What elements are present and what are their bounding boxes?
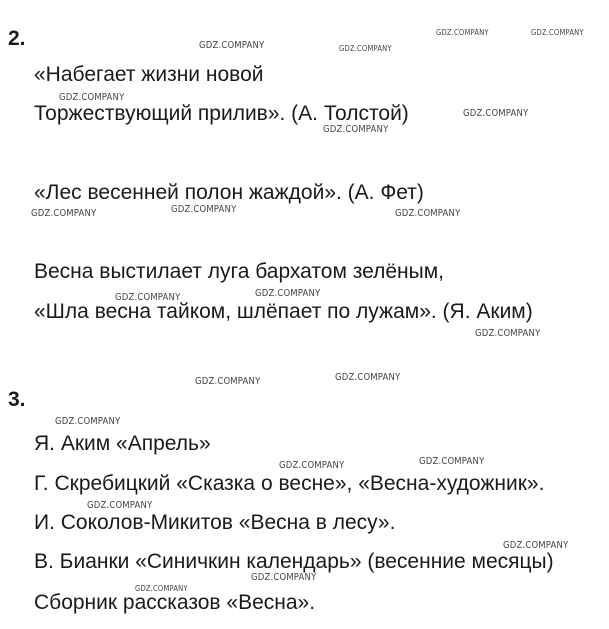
task3-line-3: И. Соколов-Микитов «Весна в лесу». bbox=[34, 511, 396, 534]
watermark: GDZ.COMPANY bbox=[171, 204, 237, 215]
watermark: GDZ.COMPANY bbox=[436, 28, 489, 37]
watermark: GDZ.COMPANY bbox=[503, 540, 569, 551]
task2-line-1: «Набегает жизни новой bbox=[34, 63, 264, 86]
watermark: GDZ.COMPANY bbox=[31, 208, 97, 219]
watermark: GDZ.COMPANY bbox=[255, 288, 321, 299]
task-number-3: 3. bbox=[8, 388, 26, 411]
task3-line-1: Я. Аким «Апрель» bbox=[34, 432, 211, 455]
watermark: GDZ.COMPANY bbox=[115, 292, 181, 303]
watermark: GDZ.COMPANY bbox=[531, 28, 584, 37]
watermark: GDZ.COMPANY bbox=[419, 456, 485, 467]
task-number-2: 2. bbox=[8, 27, 26, 50]
watermark: GDZ.COMPANY bbox=[251, 572, 317, 583]
watermark: GDZ.COMPANY bbox=[55, 416, 121, 427]
watermark: GDZ.COMPANY bbox=[59, 92, 125, 103]
watermark: GDZ.COMPANY bbox=[395, 208, 461, 219]
watermark: GDZ.COMPANY bbox=[323, 124, 389, 135]
task3-line-4: В. Бианки «Синичкин календарь» (весенние месяцы) bbox=[34, 550, 554, 573]
watermark: GDZ.COMPANY bbox=[463, 108, 529, 119]
watermark: GDZ.COMPANY bbox=[335, 372, 401, 383]
watermark: GDZ.COMPANY bbox=[195, 376, 261, 387]
watermark: GDZ.COMPANY bbox=[135, 584, 188, 593]
watermark: GDZ.COMPANY bbox=[475, 328, 541, 339]
watermark: GDZ.COMPANY bbox=[199, 40, 265, 51]
watermark: GDZ.COMPANY bbox=[279, 460, 345, 471]
watermark: GDZ.COMPANY bbox=[339, 44, 392, 53]
task2-line-5: «Шла весна тайком, шлёпает по лужам». (Я. Аким) bbox=[34, 300, 533, 323]
task3-line-2: Г. Скребицкий «Сказка о весне», «Весна-художник». bbox=[34, 472, 545, 495]
task2-line-4: Весна выстилает луга бархатом зелёным, bbox=[34, 260, 444, 283]
task3-line-5: Сборник рассказов «Весна». bbox=[34, 591, 316, 614]
task2-line-2: Торжествующий прилив». (А. Толстой) bbox=[34, 102, 409, 125]
task2-line-3: «Лес весенней полон жаждой». (А. Фет) bbox=[34, 181, 424, 204]
watermark: GDZ.COMPANY bbox=[87, 500, 153, 511]
